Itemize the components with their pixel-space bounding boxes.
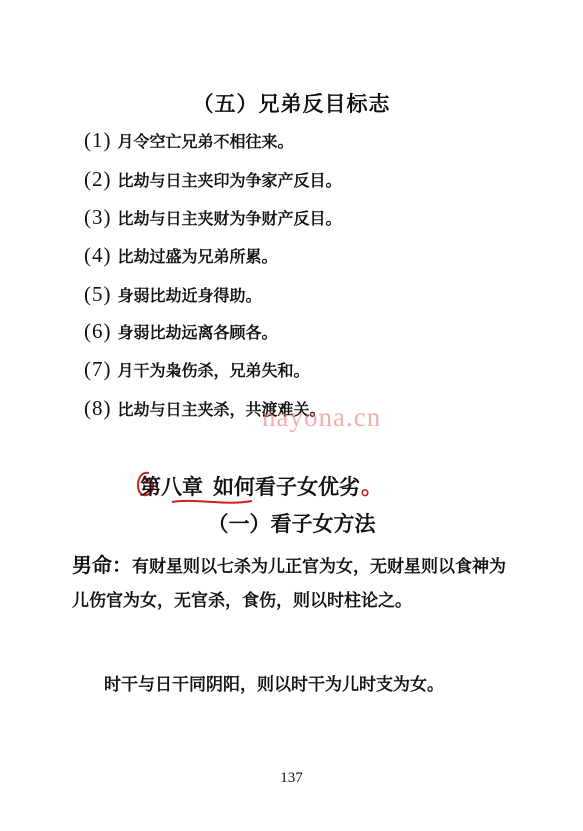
section-heading: （五）兄弟反目标志 [192,92,391,116]
watermark: nayona.cn [262,402,382,432]
list-number: (8) [84,395,112,420]
list-number: (6) [84,318,112,343]
paragraph-text: 有财星则以七杀为儿正官为女，无财星则以食神为儿伤官为女，无官杀，食伤，则以时柱论之。 [72,557,506,611]
paragraph-lead: 男命： [72,553,132,577]
paragraph [72,548,512,618]
list-number: (1) [84,127,112,152]
list-item [84,241,544,269]
page-number: 137 [280,770,303,786]
red-period-mark: 。 [361,475,384,500]
list-item [84,126,544,154]
paragraph-text: 时干与日干同阴阳，则以时干为儿时支为女。 [104,675,444,695]
list-text: 比劫与日主夹杀，共渡难关。 [117,399,326,419]
list-text: 比劫与日主夹财为争财产反目。 [117,208,342,228]
list-item [84,317,544,345]
list-text: 身弱比劫近身得助。 [117,285,262,305]
list-number: (7) [84,356,112,381]
list-item [84,203,544,231]
list-text: 比劫过盛为兄弟所累。 [117,246,278,266]
list-text: 身弱比劫远离各顾各。 [117,322,278,342]
red-underline-icon [170,496,254,508]
list-text: 月令空亡兄弟不相往来。 [117,131,294,151]
paragraph [104,668,504,702]
list-item [84,280,544,308]
list-number: (4) [84,242,112,267]
subsection-heading: （一）看子女方法 [207,512,376,536]
list-item [84,355,544,383]
list-number: (5) [84,281,112,306]
list-text: 月干为枭伤杀，兄弟失和。 [117,360,310,380]
list-number: (2) [84,166,112,191]
chapter-title: 如何看子女优劣 [213,474,360,499]
list-item [84,165,544,193]
chapter-label: 第八章 [140,474,203,499]
list-text: 比劫与日主夹印为争家产反目。 [117,170,342,190]
list-number: (3) [84,204,112,229]
